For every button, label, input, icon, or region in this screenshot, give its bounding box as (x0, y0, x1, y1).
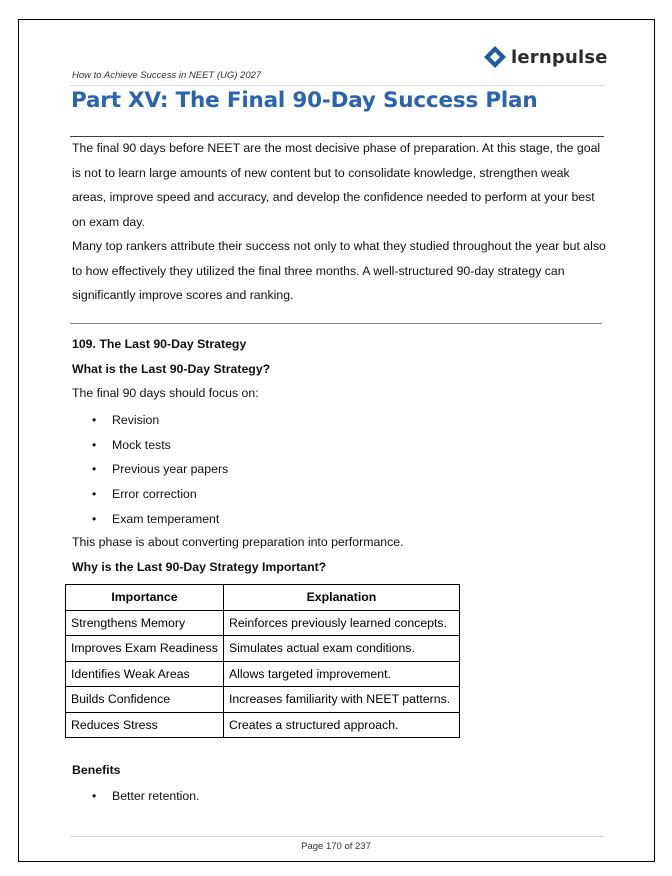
running-head: How to Achieve Success in NEET (UG) 2027 (72, 70, 262, 81)
table-cell: Improves Exam Readiness (66, 636, 224, 662)
diamond-logo-icon (484, 46, 506, 68)
question-heading-1: What is the Last 90-Day Strategy? (72, 362, 271, 376)
table-cell: Simulates actual exam conditions. (223, 636, 459, 662)
table-cell: Reinforces previously learned concepts. (223, 610, 459, 636)
table-cell: Creates a structured approach. (223, 712, 459, 738)
table-header-row (66, 585, 460, 611)
table-cell: Identifies Weak Areas (66, 661, 224, 687)
list-item: • Error correction (72, 482, 228, 507)
list-item: • Previous year papers (72, 457, 228, 482)
list-item: • Better retention. (72, 784, 200, 809)
bullet-icon: • (92, 511, 97, 526)
table-cell: Allows targeted improvement. (223, 661, 459, 687)
table-row (66, 712, 460, 738)
column-header: Importance (66, 585, 224, 611)
list-item: • Exam temperament (72, 507, 228, 532)
page-number: Page 170 of 237 (301, 841, 371, 852)
table-cell: Strengthens Memory (66, 610, 224, 636)
header-divider (70, 85, 605, 86)
focus-intro: The final 90 days should focus on: (72, 386, 259, 400)
section-heading: 109. The Last 90-Day Strategy (72, 337, 247, 351)
table-row (66, 610, 460, 636)
table-cell: Increases familiarity with NEET patterns. (223, 687, 459, 713)
phase-summary: This phase is about converting preparation into performance. (72, 535, 404, 549)
table-cell: Builds Confidence (66, 687, 224, 713)
bullet-icon: • (92, 413, 97, 427)
table-cell: Reduces Stress (66, 712, 224, 738)
logo-text: lernpulse (511, 46, 608, 68)
column-header: Explanation (223, 585, 459, 611)
page-title: Part XV: The Final 90-Day Success Plan (71, 88, 538, 113)
focus-list (72, 408, 228, 531)
list-item: • Revision (72, 408, 228, 433)
question-heading-2: Why is the Last 90-Day Strategy Important? (72, 560, 327, 574)
section-divider (70, 323, 602, 324)
bullet-icon: • (92, 789, 97, 803)
brand-logo (484, 46, 608, 68)
bullet-icon: • (92, 487, 97, 502)
importance-table (65, 584, 460, 738)
intro-paragraph-2: Many top rankers attribute their success not only to what they studied throughout the year but also to how effectively they utilized the final three months. A well-structured 90-day strategy can significantly improve scores and ranking. (72, 239, 606, 303)
bullet-icon: • (92, 437, 97, 452)
table-row (66, 687, 460, 713)
benefits-list (72, 784, 200, 809)
bullet-icon: • (92, 462, 97, 477)
footer-divider (70, 836, 604, 837)
intro-paragraph-1: The final 90 days before NEET are the most decisive phase of preparation. At this stage, the goal is not to learn large amounts of new content but to consolidate knowledge, strengthen weak areas, improve speed and accuracy, and develop the confidence needed to perform at your best on exam day. (72, 141, 601, 230)
table-row (66, 661, 460, 687)
table-row (66, 636, 460, 662)
list-item: • Mock tests (72, 433, 228, 458)
benefits-heading: Benefits (72, 763, 121, 777)
